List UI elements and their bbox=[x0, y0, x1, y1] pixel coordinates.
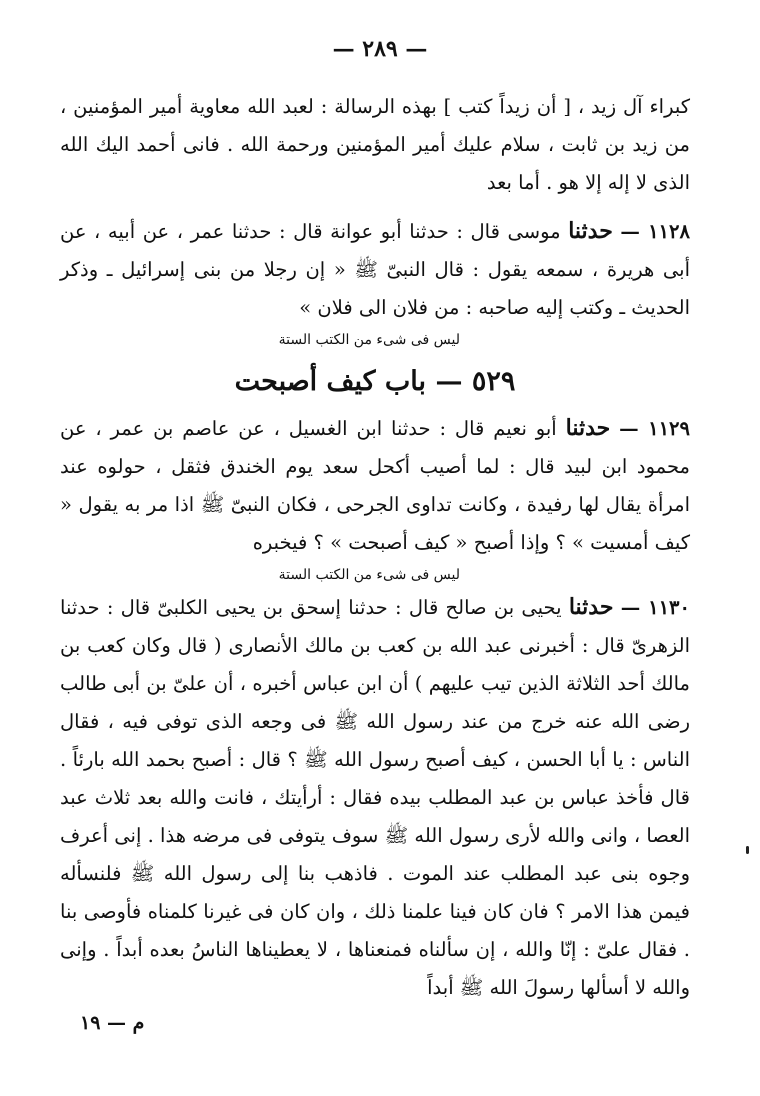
hadith-1128 bbox=[60, 212, 690, 327]
body-text bbox=[60, 88, 690, 1007]
source-note: ليس فى شىء من الكتب الستة bbox=[278, 567, 460, 583]
source-note: ليس فى شىء من الكتب الستة bbox=[278, 332, 460, 348]
hadith-opening-word: حدثنا bbox=[565, 415, 611, 441]
hadith-1129 bbox=[60, 409, 690, 562]
chapter-heading: ٥٢٩ — باب كيف أصبحت bbox=[234, 366, 516, 397]
hadith-text: أبو نعيم قال : حدثنا ابن الغسيل ، عن عاصم بن عمر ، عن محمود ابن لبيد قال : لما أصيب أكحل سعد يوم الخندق فثقل ، حولوه عند امرأة يقال لها رفيدة ، وكانت تداوى الجرحى ، فكان النبىّ ﷺ اذا مر به يقول « كيف أمسيت » ؟ وإذا أصبح « كيف أصبحت » ؟ فيخبره bbox=[60, 417, 690, 554]
signature-mark: م — ١٩ bbox=[80, 1012, 145, 1034]
hadith-text: يحيى بن صالح قال : حدثنا إسحق بن يحيى الكلبىّ قال : حدثنا الزهرىّ قال : أخبرنى عبد الله بن كعب بن مالك الأنصارى ( قال وكان كعب بن مالك أحد الثلاثة الذين تيب عليهم ) أن ابن عباس أخبره ، أن علىّ بن أبى طالب رضى الله عنه خرج من عند رسول الله ﷺ فى وجعه الذى توفى فيه ، فقال الناس : يا أبا الحسن ، كيف أصبح رسول الله ﷺ ؟ قال : أصبح بحمد الله بارئاً . قال فأخذ عباس بن عبد المطلب بيده فقال : أرأيتك ، فانت والله بعد ثلاث عبد العصا ، وانى والله لأرى رسول الله ﷺ سوف يتوفى فى مرضه هذا . إنى أعرف وجوه بنى عبد المطلب عند الموت . فاذهب بنا إلى رسول الله ﷺ فلنسأله فيمن هذا الامر ؟ فان كان فينا علمنا ذلك ، وان كان فى غيرنا كلمناه فأوصى بنا . فقال علىّ : إنّا والله ، إن سألناه فمنعناها ، لا يعطيناها الناسُ بعده أبداً . وإنى والله لا أسألها رسولَ الله ﷺ أبداً bbox=[60, 596, 690, 999]
spacer bbox=[60, 202, 690, 212]
hadith-number: ١١٢٩ — bbox=[619, 417, 691, 440]
hadith-opening-word: حدثنا bbox=[568, 594, 614, 620]
paragraph-letter-text: كبراء آل زيد ، [ أن زيداً كتب ] بهذه الرسالة : لعبد الله معاوية أمير المؤمنين ، من زيد بن ثابت ، سلام عليك أمير المؤمنين ورحمة الله . فانى أحمد اليك الله الذى لا إله إلا هو . أما بعد bbox=[60, 95, 690, 194]
hadith-number: ١١٣٠ — bbox=[620, 596, 691, 619]
hadith-text: موسى قال : حدثنا أبو عوانة قال : حدثنا عمر ، عن أبيه ، عن أبى هريرة ، سمعه يقول : قال النبىّ ﷺ « إن رجلا من بنى إسرائيل ـ وذكر الحديث ـ وكتب إليه صاحبه : من فلان الى فلان » bbox=[60, 220, 690, 319]
hadith-1130 bbox=[60, 588, 690, 1007]
margin-mark bbox=[746, 846, 749, 854]
page-number: — ٢٨٩ — bbox=[332, 36, 428, 62]
hadith-number: ١١٢٨ — bbox=[620, 220, 690, 243]
hadith-opening-word: حدثنا bbox=[568, 218, 613, 244]
